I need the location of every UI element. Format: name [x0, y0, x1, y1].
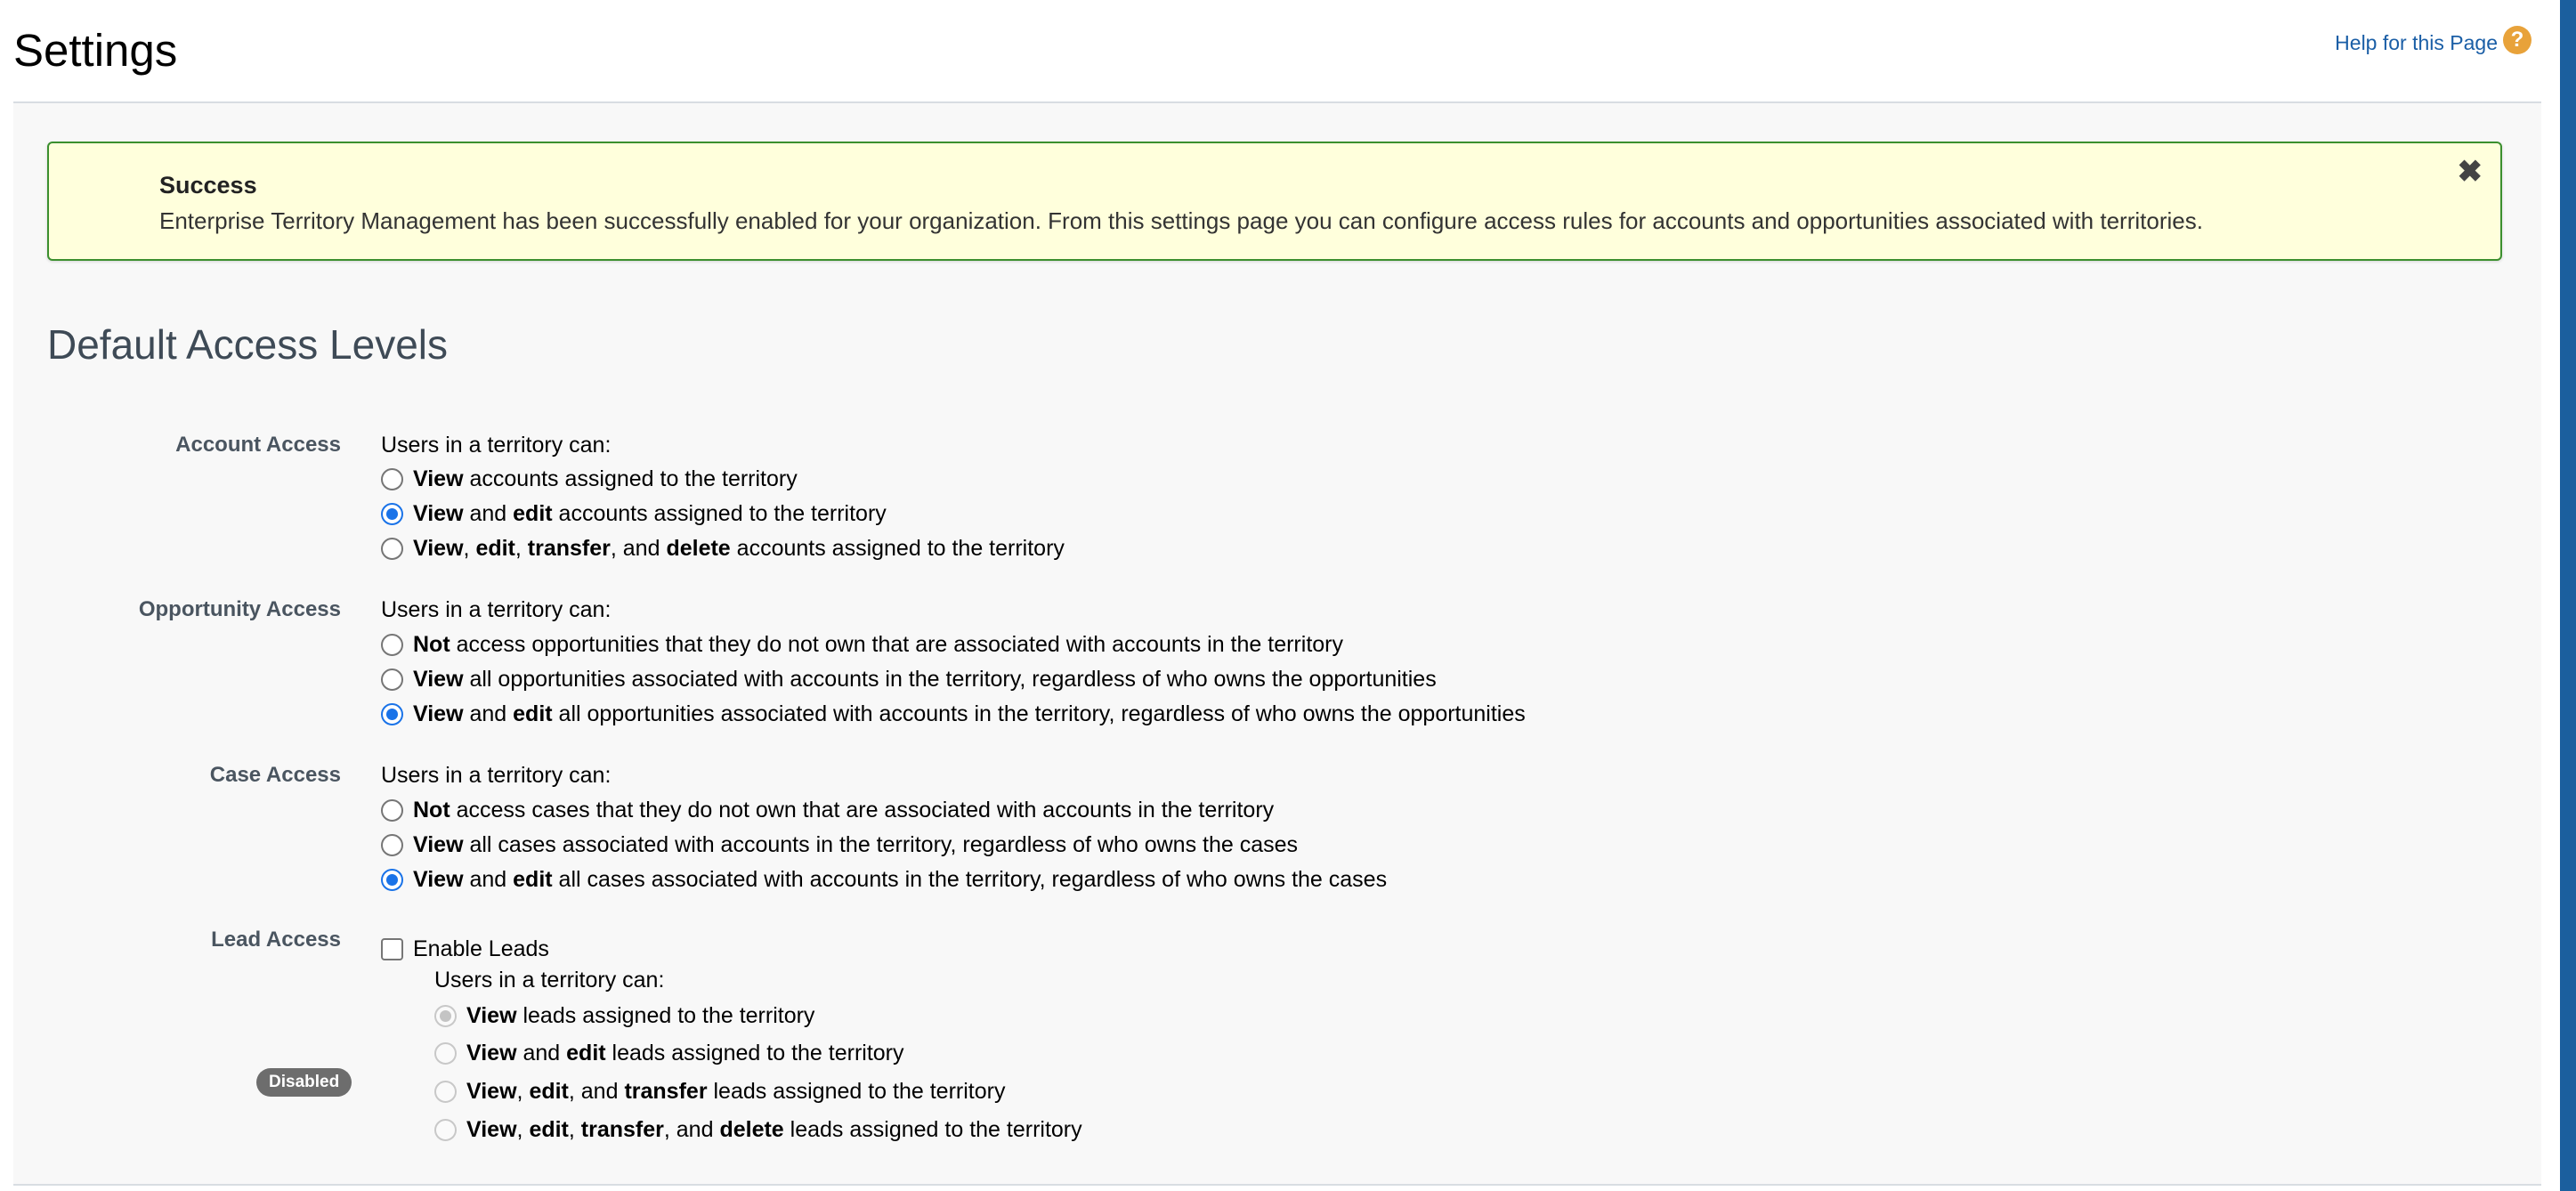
- option-label: Not access opportunities that they do not own that are associated with accounts in the territory: [413, 632, 1343, 657]
- option-label: View, edit, and transfer leads assigned to the territory: [466, 1079, 1006, 1104]
- account-access-option-view-edit[interactable]: [381, 499, 887, 528]
- radio-button[interactable]: [381, 668, 403, 691]
- success-alert: [47, 142, 2502, 261]
- case-access-option-view-edit[interactable]: [381, 865, 1387, 894]
- lead-access-label: Lead Access: [211, 928, 341, 952]
- enable-leads-checkbox-row[interactable]: [381, 935, 549, 963]
- footer-divider: [13, 1184, 2541, 1186]
- option-label: View, edit, transfer, and delete accounts assigned to the territory: [413, 536, 1065, 561]
- account-access-option-view-edit-transfer-delete[interactable]: [381, 534, 1065, 563]
- option-label: Not access cases that they do not own that are associated with accounts in the territory: [413, 798, 1275, 822]
- radio-button[interactable]: [381, 703, 403, 725]
- case-access-label: Case Access: [209, 763, 341, 787]
- help-icon[interactable]: ?: [2503, 26, 2531, 54]
- account-access-label: Account Access: [175, 433, 341, 457]
- opportunity-access-label: Opportunity Access: [138, 597, 341, 621]
- radio-button[interactable]: [381, 503, 403, 525]
- account-access-intro: Users in a territory can:: [381, 433, 612, 458]
- help-link[interactable]: Help for this Page: [2335, 31, 2498, 54]
- radio-button[interactable]: [381, 869, 403, 891]
- opportunity-access-option-view[interactable]: [381, 665, 1437, 693]
- radio-button[interactable]: [381, 799, 403, 822]
- enable-leads-label: Enable Leads: [413, 936, 549, 961]
- close-icon[interactable]: ✖: [2457, 155, 2483, 189]
- option-label: View and edit all cases associated with accounts in the territory, regardless of who owns the cases: [413, 867, 1388, 892]
- lead-access-intro: Users in a territory can:: [434, 968, 665, 992]
- radio-button: [434, 1081, 457, 1103]
- radio-button[interactable]: [381, 634, 403, 656]
- option-label: View and edit leads assigned to the territory: [466, 1041, 904, 1065]
- option-label: View and edit all opportunities associated with accounts in the territory, regardless of who owns the opportunities: [413, 701, 1526, 726]
- option-label: View leads assigned to the territory: [466, 1003, 815, 1028]
- status-badge: Disabled: [256, 1068, 352, 1097]
- lead-access-option-view-edit-transfer: [434, 1077, 1005, 1106]
- radio-button: [434, 1119, 457, 1141]
- lead-access-option-view: [434, 1001, 814, 1030]
- opportunity-access-intro: Users in a territory can:: [381, 597, 612, 622]
- radio-button: [434, 1005, 457, 1027]
- case-access-option-not[interactable]: [381, 796, 1274, 824]
- radio-button[interactable]: [381, 538, 403, 560]
- radio-button[interactable]: [381, 834, 403, 856]
- case-access-option-view[interactable]: [381, 830, 1298, 859]
- radio-button[interactable]: [381, 468, 403, 490]
- opportunity-access-option-view-edit[interactable]: [381, 700, 1526, 728]
- option-label: View and edit accounts assigned to the territory: [413, 501, 887, 526]
- page-title: Settings: [13, 25, 178, 76]
- alert-message: Enterprise Territory Management has been successfully enabled for your organization. From this settings page you can configure access rules for accounts and opportunities associated with territories.: [159, 207, 2203, 234]
- settings-content: [13, 103, 2541, 1185]
- alert-title: Success: [159, 172, 257, 198]
- enable-leads-checkbox[interactable]: [381, 938, 403, 960]
- lead-access-option-view-edit-transfer-delete: [434, 1115, 1082, 1144]
- opportunity-access-option-not[interactable]: [381, 630, 1343, 659]
- account-access-option-view[interactable]: [381, 465, 798, 493]
- lead-access-option-view-edit: [434, 1039, 904, 1067]
- radio-button: [434, 1042, 457, 1065]
- case-access-intro: Users in a territory can:: [381, 763, 612, 788]
- section-title: Default Access Levels: [47, 321, 449, 368]
- option-label: View, edit, transfer, and delete leads assigned to the territory: [466, 1117, 1082, 1142]
- option-label: View all opportunities associated with accounts in the territory, regardless of who owns the opportunities: [413, 667, 1437, 692]
- right-edge-bar: [2560, 0, 2576, 1191]
- option-label: View all cases associated with accounts in the territory, regardless of who owns the cases: [413, 832, 1299, 857]
- option-label: View accounts assigned to the territory: [413, 466, 798, 491]
